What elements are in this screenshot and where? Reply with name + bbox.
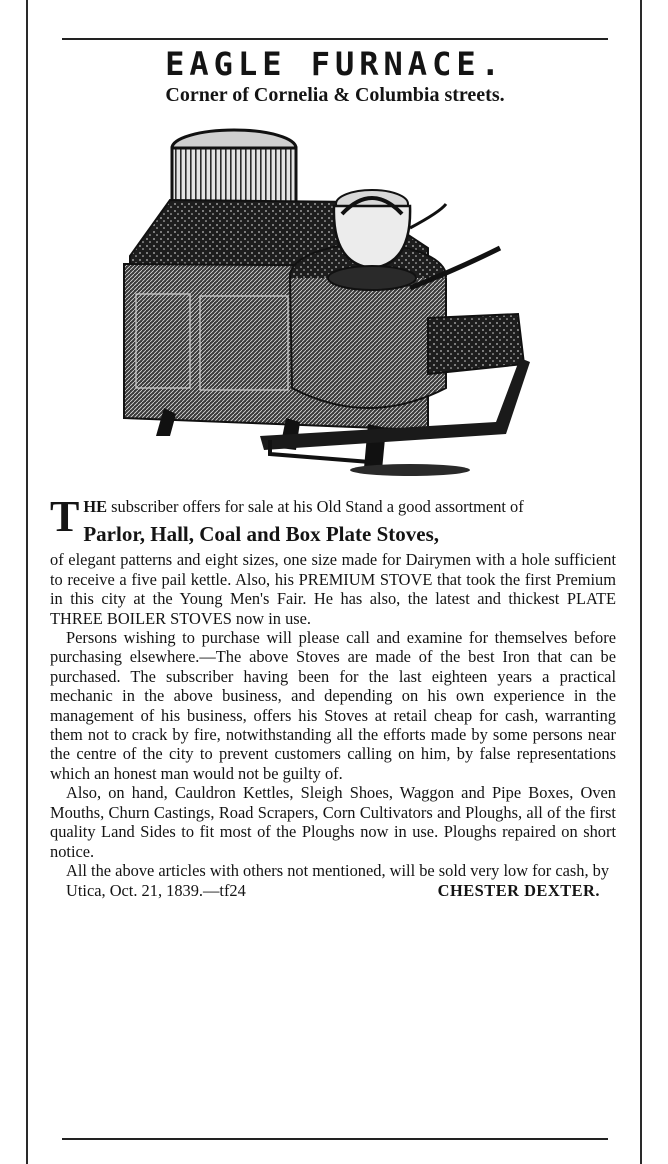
column-rule-left	[26, 0, 28, 1164]
top-rule	[62, 38, 608, 40]
ad-title: EAGLE FURNACE.	[165, 45, 505, 83]
paragraph-stoves: of elegant patterns and eight sizes, one size made for Dairymen with a hole sufficient to receive a five pail kettle. Also, his PREMIUM STOVE that took the first Premium in this city at the Young Men's Fair. He has also, the latest and thickest PLATE THREE BOILER STOVES now in use.	[50, 550, 616, 628]
signature-line	[50, 881, 616, 900]
dropcap-letter: T	[50, 492, 80, 541]
stove-heading: Parlor, Hall, Coal and Box Plate Stoves,	[83, 522, 439, 547]
signature-name: CHESTER DEXTER.	[437, 881, 600, 901]
paragraph-also-on-hand: Also, on hand, Cauldron Kettles, Sleigh Shoes, Waggon and Pipe Boxes, Oven Mouths, Churn Castings, Road Scrapers, Corn Cultivators and Ploughs, all of the first quality Land Sides to fit most of the Ploughs now in use. Ploughs repaired on short notice.	[50, 783, 616, 861]
paragraph-persons-wishing: Persons wishing to purchase will please call and examine for themselves before purchasing elsewhere.—The above Stoves are made of the best Iron that can be purchased. The subscriber having been for the last eighteen years a practical mechanic in the above business, and depending on his own experience in the management of his business, offers his Stoves at retail cheap for cash, warranting them not to crack by fire, notwithstanding all the efforts made by some persons near the centre of the city to prevent customers calling on him, by false representations which an honest man would not be guilty of.	[50, 628, 616, 783]
intro-lead-words: HE	[83, 497, 108, 516]
intro-text: subscriber offers for sale at his Old Stand a good assortment of	[107, 497, 524, 516]
ad-body	[50, 492, 616, 901]
column-rule-right	[640, 0, 642, 1164]
paragraph-all-articles: All the above articles with others not mentioned, will be sold very low for cash, by	[66, 860, 610, 880]
place-date: Utica, Oct. 21, 1839.—tf24	[66, 881, 246, 901]
ad-subtitle: Corner of Cornelia & Columbia streets.	[165, 84, 505, 106]
stove-with-kettle-engraving	[110, 118, 530, 490]
bottom-rule	[62, 1138, 608, 1140]
